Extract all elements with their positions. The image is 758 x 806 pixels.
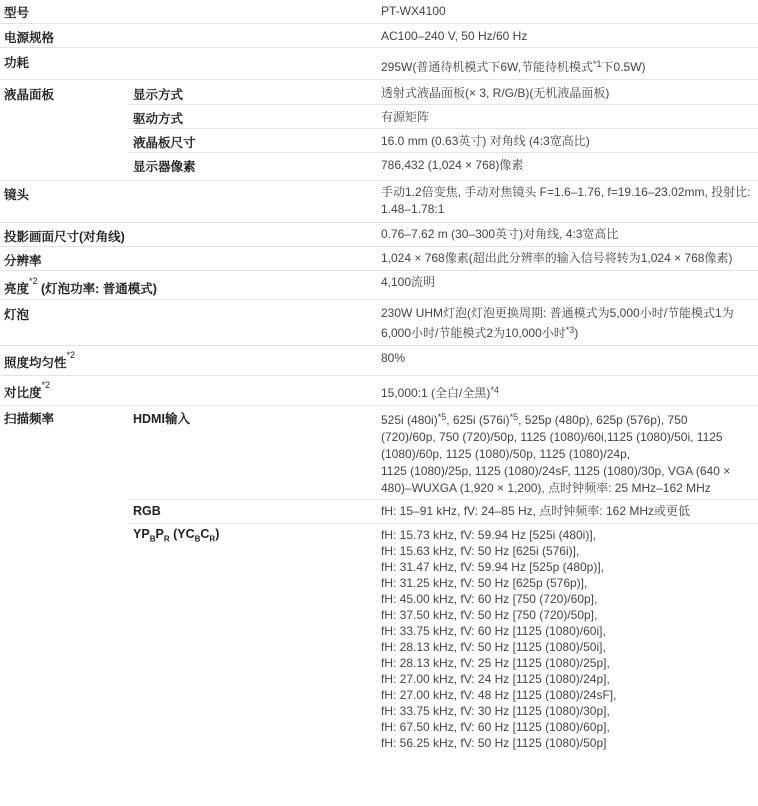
label-panel-size: 液晶板尺寸 xyxy=(133,136,196,150)
divider xyxy=(128,152,758,153)
value-lamp: 230W UHM灯泡(灯泡更换周期: 普通模式为5,000小时/节能模式1为 6,000小时/节能模式2为10,000小时$^{*3}$) xyxy=(381,306,734,340)
label-power-consumption: 功耗 xyxy=(4,56,30,70)
value-resolution: 1,024 × 768像素(超出此分辨率的输入信号将转为1,024 × 768像素) xyxy=(381,251,733,265)
spec-row-uniformity xyxy=(0,346,758,376)
label-contrast: 对比度$^{*2}$ xyxy=(4,380,51,400)
value-ypbpr: fH: 15.73 kHz, fV: 59.94 Hz [525i (480i)], fH: 15.63 kHz, fV: 50 Hz [625i (576i)], fH: 31.47 kHz, fV: 59.94 Hz [525p (480p)], fH: 31.25 kHz, fV: 50 Hz [625p (576p)], fH: 45.00 kHz, fV: 60 Hz [750 (720)/60p], fH: 37.50 kHz, fV: 50 Hz [750 (720)/50p], fH: 33.75 kHz, fV: 60 Hz [1125 (1080)/60i], fH: 28.13 kHz, fV: 50 Hz [1125 (1080)/50i], fH: 28.13 kHz, fV: 25 Hz [1125 (1080)/25p], fH: 27.00 kHz, fV: 24 Hz [1125 (1080)/24p], fH: 27.00 kHz, fV: 48 Hz [1125 (1080)/24sF], fH: 33.75 kHz, fV: 30 Hz [1125 (1080)/30p], fH: 67.50 kHz, fV: 60 Hz [1125 (1080)/60p], fH: 56.25 kHz, fV: 50 Hz [1125 (1080)/50p] xyxy=(381,528,617,750)
label-screen-size: 投影画面尺寸(对角线) xyxy=(4,230,125,244)
label-hdmi-input: HDMI输入 xyxy=(133,412,190,426)
value-lens: 手动1.2倍变焦, 手动对焦镜头 F=1.6–1.76, f=19.16–23.02mm, 投射比: 1.48–1.78:1 xyxy=(381,185,751,216)
label-brightness: 亮度$^{*2}$ (灯泡功率: 普通模式) xyxy=(4,276,157,296)
value-screen-size: 0.76–7.62 m (30–300英寸)对角线, 4:3宽高比 xyxy=(381,227,619,241)
label-power-supply: 电源规格 xyxy=(4,31,55,45)
label-rgb: RGB xyxy=(133,504,161,518)
divider xyxy=(128,499,758,500)
spec-row-screen-size xyxy=(0,223,758,247)
label-lamp: 灯泡 xyxy=(4,308,30,322)
value-power-consumption: 295W(普通待机模式下6W,节能待机模式$^{*1}$下0.5W) xyxy=(381,59,646,74)
value-display-method: 透射式液晶面板(× 3, R/G/B)(无机液晶面板) xyxy=(381,86,610,100)
label-scan-frequency: 扫描频率 xyxy=(4,412,55,426)
value-power-supply: AC100–240 V, 50 Hz/60 Hz xyxy=(381,29,528,43)
spec-row-model xyxy=(0,0,758,24)
label-model: 型号 xyxy=(4,6,30,20)
value-pixels: 786,432 (1,024 × 768)像素 xyxy=(381,158,524,172)
value-drive-method: 有源矩阵 xyxy=(381,110,430,124)
value-uniformity: 80% xyxy=(381,351,406,365)
spec-row-power-consumption xyxy=(0,48,758,80)
divider xyxy=(128,128,758,129)
label-pixels: 显示器像素 xyxy=(133,160,196,174)
value-model: PT-WX4100 xyxy=(381,4,446,18)
value-rgb: fH: 15–91 kHz, fV: 24–85 Hz, 点时钟频率: 162 MHz或更低 xyxy=(381,504,690,518)
spec-row-brightness xyxy=(0,271,758,300)
spec-row-lamp xyxy=(0,300,758,346)
label-uniformity: 照度均匀性$^{*2}$ xyxy=(4,350,76,370)
label-lcd-panel: 液晶面板 xyxy=(4,88,55,102)
value-hdmi-input: 525i $(480i)^{*5}$, 625i $(576i)^{*5}$, 525p (480p), 625p (576p), 750 (720)/60p, 750 (720)/50p, 1125 (1080)/60i,1125 (1080)/50i, 1125 (1080)/60p, 1125 (1080)/50p, 1125 (1080)/24p, 1125 (1080)/25p, 1125 (1080)/24sF, 1125 (1080)/30p, VGA (640 × 480)–WUXGA (1,920 × 1,200), 点时钟频率: 25 MHz–162 MHz xyxy=(381,412,731,495)
spec-row-contrast xyxy=(0,376,758,406)
value-contrast: 15,000:1 (全白/全黑)$^{*4}$ xyxy=(381,385,499,400)
spec-row-resolution xyxy=(0,247,758,271)
spec-row-lcd-panel xyxy=(0,80,758,181)
label-lens: 镜头 xyxy=(4,188,30,202)
label-drive-method: 驱动方式 xyxy=(133,112,184,126)
value-brightness: 4,100流明 xyxy=(381,275,436,289)
label-display-method: 显示方式 xyxy=(133,88,184,102)
divider xyxy=(128,104,758,105)
divider xyxy=(128,523,758,524)
spec-row-lens xyxy=(0,181,758,223)
label-ypbpr: $YP_BP_R$ $(YC_BC_R)$ xyxy=(133,527,220,544)
spec-row-power-supply xyxy=(0,24,758,48)
value-panel-size: 16.0 mm (0.63英寸) 对角线 (4:3宽高比) xyxy=(381,134,590,148)
label-resolution: 分辨率 xyxy=(4,254,42,268)
spec-row-scan-frequency xyxy=(0,406,758,806)
